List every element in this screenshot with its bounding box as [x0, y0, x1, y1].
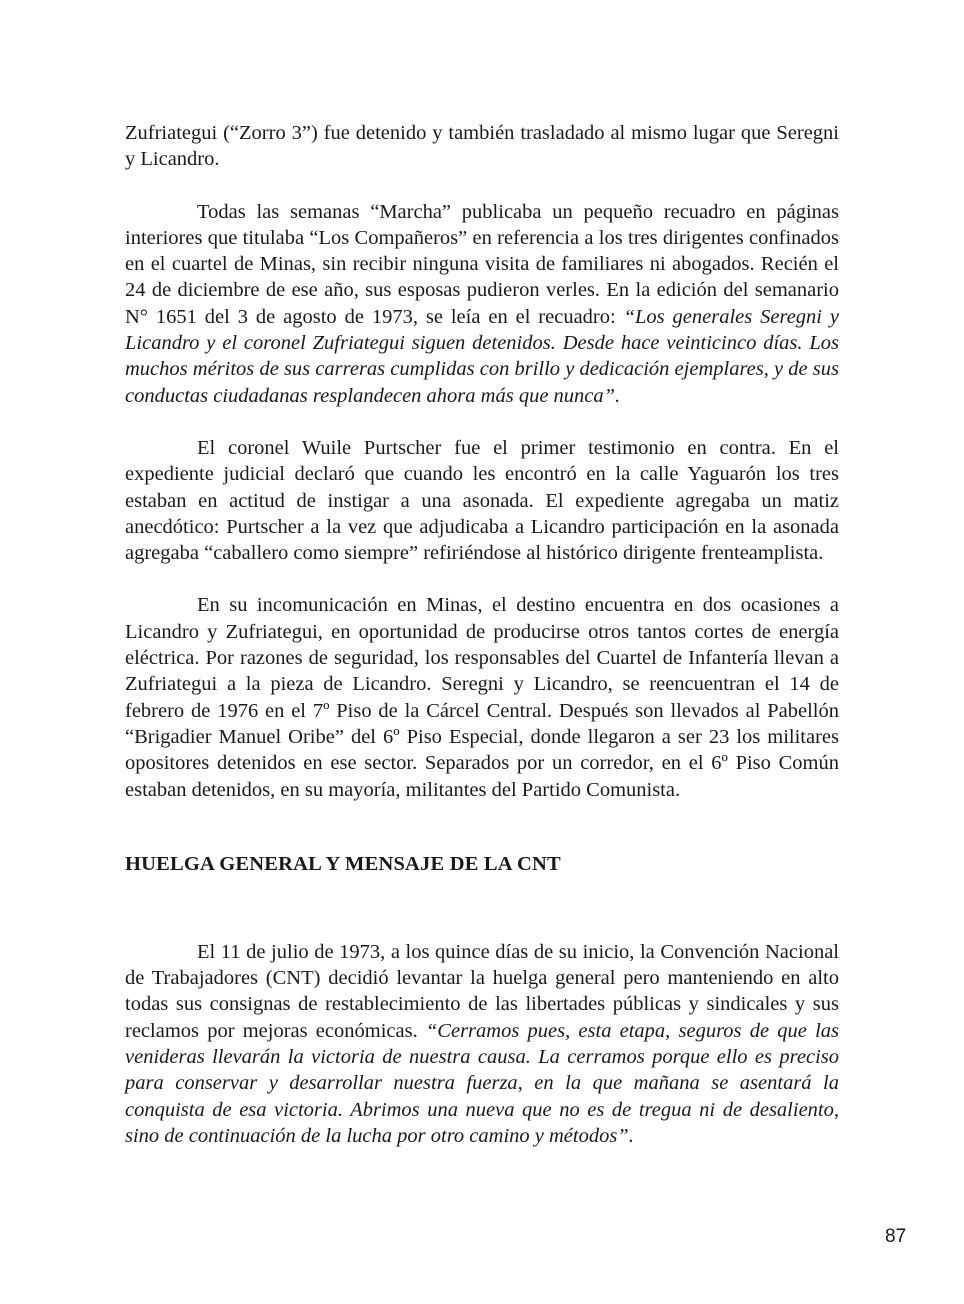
page-body — [125, 120, 839, 1149]
paragraph-2-text: Todas las semanas “Marcha” publicaba un pequeño recuadro en páginas interiores que titulaba “Los Compañeros” en referencia a los tres dirigentes confinados en el cuartel de Minas, sin recibir ninguna visita de familiares ni abogados. Recién el 24 de diciembre de ese año, sus esposas pudieron verles. En la edición del semanario N° 1651 del 3 de agosto de 1973, se leía en el recuadro: — [125, 200, 839, 328]
paragraph-5 — [125, 939, 839, 1149]
paragraph-5-text: El 11 de julio de 1973, a los quince días de su inicio, la Convención Nacional de Trabajadores (CNT) decidió levantar la huelga general pero manteniendo en alto todas sus consignas de restablecimiento de las libertades públicas y sindicales y sus reclamos por mejoras económicas. — [125, 940, 839, 1042]
paragraph-3 — [125, 435, 839, 566]
paragraph-3-text: El coronel Wuile Purtscher fue el primer testimonio en contra. En el expediente judicial declaró que cuando les encontró en la calle Yaguarón los tres estaban en actitud de instigar a una asonada. El expediente agregaba un matiz anecdótico: Purtscher a la vez que adjudicaba a Licandro participación en la asonada agregaba “caballero como siempre” refiriéndose al histórico dirigente frenteamplista. — [125, 436, 839, 565]
paragraph-1 — [125, 120, 839, 173]
paragraph-2-quote: “Los generales Seregni y Licandro y el coronel Zufriategui siguen detenidos. Desde hace veinticinco días. Los muchos méritos de sus carreras cumplidas con brillo y dedicación ejemplares, y de sus conductas ciudadanas resplandecen ahora más que nunca”. — [125, 305, 839, 407]
section-heading: HUELGA GENERAL Y MENSAJE DE LA CNT — [125, 852, 561, 875]
paragraph-4-text: En su incomunicación en Minas, el destino encuentra en dos ocasiones a Licandro y Zufriategui, en oportunidad de producirse otros tantos cortes de energía eléctrica. Por razones de seguridad, los responsables del Cuartel de Infantería llevan a Zufriategui a la pieza de Licandro. Seregni y Licandro, se reencuentran el 14 de febrero de 1976 en el 7º Piso de la Cárcel Central. Después son llevados al Pabellón “Brigadier Manuel Oribe” del 6º Piso Especial, donde llegaron a ser 23 los militares opositores detenidos en ese sector. Separados por un corredor, en el 6º Piso Común estaban detenidos, en su mayoría, militantes del Partido Comunista. — [125, 594, 839, 801]
paragraph-4 — [125, 592, 839, 802]
page-number: 87 — [885, 1226, 907, 1247]
paragraph-1-text: Zufriategui (“Zorro 3”) fue detenido y también trasladado al mismo lugar que Seregni y Licandro. — [125, 122, 839, 171]
paragraph-5-quote: “Cerramos pues, esta etapa, seguros de que las venideras llevarán la victoria de nuestra causa. La cerramos porque ello es preciso para conservar y desarrollar nuestra fuerza, en la que mañana se asentará la conquista de esa victoria. Abrimos una nueva que no es de tregua ni de desaliento, sino de continuación de la lucha por otro camino y métodos”. — [125, 1019, 839, 1147]
paragraph-2 — [125, 199, 839, 409]
